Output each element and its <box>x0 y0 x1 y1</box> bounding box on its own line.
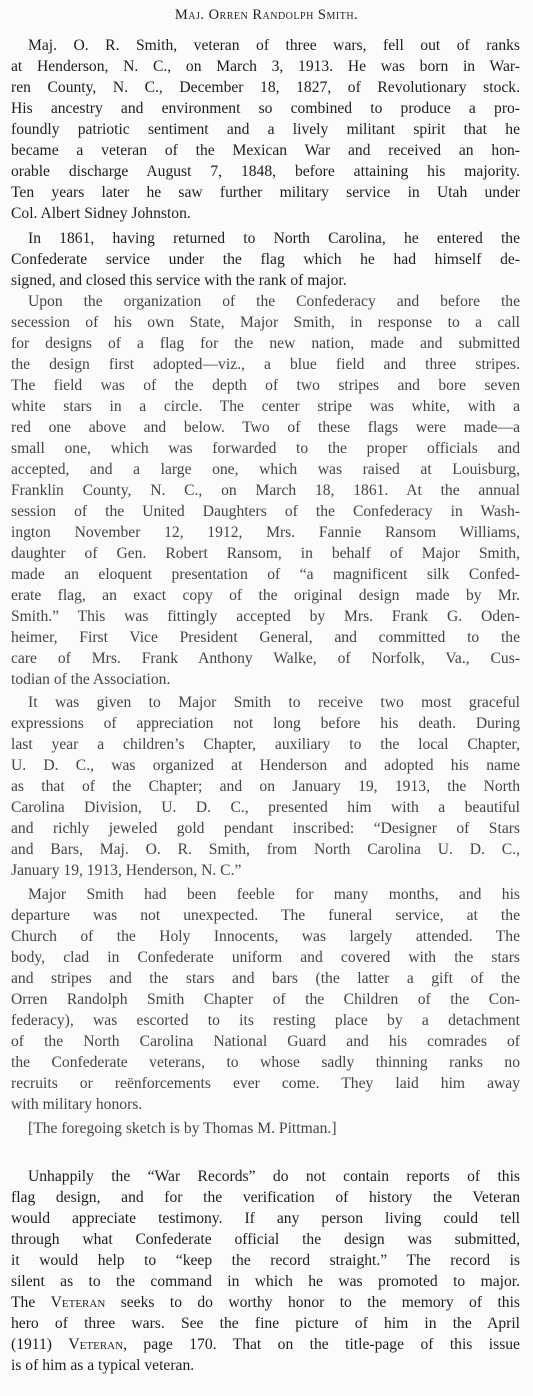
text-line: became a veteran of the Mexican War and received an hon- <box>11 142 520 159</box>
text-line: Church of the Holy Innocents, was largely attended. The <box>11 928 520 945</box>
text-line: the design first adopted—viz., a blue field and three stripes. <box>11 356 520 373</box>
text-line: is of him as a typical veteran. <box>11 1357 195 1374</box>
text-line: body, clad in Confederate uniform and covered with the stars <box>11 949 520 966</box>
text-line: white stars in a circle. The center stripe was white, with a <box>11 398 520 415</box>
article-title: Maj. Orren Randolph Smith. <box>174 7 359 23</box>
text-line: hero of three wars. See the fine picture of him in the April <box>11 1315 520 1332</box>
text-line: departure was not unexpected. The funeral service, at the <box>11 907 520 924</box>
text-line: care of Mrs. Frank Anthony Walke, of Norfolk, Va., Cus- <box>11 650 520 667</box>
text-line: small one, which was forwarded to the proper officials and <box>11 440 520 457</box>
text-line: secession of his own State, Major Smith, in response to a call <box>11 314 520 331</box>
text-line: and stripes and the stars and bars (the latter a gift of the <box>11 970 520 987</box>
text-line: the Confederate veterans, to whose sadly thinning ranks no <box>11 1054 520 1071</box>
text-line: His ancestry and environment so combined to produce a pro- <box>11 100 520 117</box>
publication-name: Veteran <box>50 1294 106 1311</box>
text-line: January 19, 1913, Henderson, N. C.” <box>11 862 242 879</box>
text-line: it would help to “keep the record straight.” The record is <box>11 1252 520 1269</box>
text-line: orable discharge August 7, 1848, before attaining his majority. <box>11 163 520 180</box>
text-line: at Henderson, N. C., on March 3, 1913. He was born in War- <box>11 58 520 75</box>
text-line: last year a children’s Chapter, auxiliary to the local Chapter, <box>11 736 520 753</box>
text-line: Confederate service under the flag which he had himself de- <box>11 251 520 268</box>
text-line: signed, and closed this service with the rank of major. <box>11 272 347 289</box>
text-line: The field was of the depth of two stripes and bore seven <box>11 377 520 394</box>
text-line: Unhappily the “War Records” do not contain reports of this <box>28 1168 520 1185</box>
text-line: Major Smith had been feeble for many months, and his <box>28 886 520 903</box>
text-line: It was given to Major Smith to receive two most graceful <box>28 694 520 711</box>
text-line: silent as to the command in which he was promoted to major. <box>11 1273 520 1290</box>
text-line: would appreciate testimony. If any person living could tell <box>11 1210 520 1227</box>
text-line: Orren Randolph Smith Chapter of the Children of the Con- <box>11 991 520 1008</box>
attribution-line: [The foregoing sketch is by Thomas M. Pittman.] <box>28 1120 337 1137</box>
text-line: flag design, and for the verification of history the Veteran <box>11 1189 520 1206</box>
text-line: through what Confederate official the design was submitted, <box>11 1231 520 1248</box>
text-line: Franklin County, N. C., on March 18, 1861. At the annual <box>11 482 520 499</box>
text-line: foundly patriotic sentiment and a lively militant spirit that he <box>11 121 520 138</box>
text-line: as that of the Chapter; and on January 19, 1913, the North <box>11 778 520 795</box>
text-line: heimer, First Vice President General, and committed to the <box>11 629 520 646</box>
text-line: made an eloquent presentation of “a magnificent silk Confed- <box>11 566 520 583</box>
text-line: expressions of appreciation not long before his death. During <box>11 715 520 732</box>
text-line: Col. Albert Sidney Johnston. <box>11 205 191 222</box>
text-line: The Veteran seeks to do worthy honor to the memory of this <box>11 1294 520 1311</box>
text-line: of the North Carolina National Guard and his comrades of <box>11 1033 520 1050</box>
text-line: federacy), was escorted to its resting place by a detachment <box>11 1012 520 1029</box>
text-line: recruits or reënforcements ever come. They laid him away <box>11 1075 520 1092</box>
text-line: Ten years later he saw further military service in Utah under <box>11 184 520 201</box>
text-line: Carolina Division, U. D. C., presented him with a beautiful <box>11 799 520 816</box>
text-line: with military honors. <box>11 1096 143 1113</box>
text-line: Upon the organization of the Confederacy and before the <box>28 293 520 310</box>
text-line: (1911) Veteran, page 170. That on the title-page of this issue <box>11 1336 520 1353</box>
text-line: red one above and below. Two of these flags were made—a <box>11 419 520 436</box>
text-line: Smith.” This was fittingly accepted by Mrs. Frank G. Oden- <box>11 608 520 625</box>
text-line: Maj. O. R. Smith, veteran of three wars, fell out of ranks <box>28 37 520 54</box>
text-line: ren County, N. C., December 18, 1827, of Revolutionary stock. <box>11 79 520 96</box>
text-line: for designs of a flag for the new nation, made and submitted <box>11 335 520 352</box>
text-line: todian of the Association. <box>11 671 171 688</box>
text-line: session of the United Daughters of the Confederacy in Wash- <box>11 503 520 520</box>
text-line: accepted, and a large one, which was raised at Louisburg, <box>11 461 520 478</box>
text-line: daughter of Gen. Robert Ransom, in behalf of Major Smith, <box>11 545 520 562</box>
text-line: and richly jeweled gold pendant inscribed: “Designer of Stars <box>11 820 520 837</box>
text-line: and Bars, Maj. O. R. Smith, from North Carolina U. D. C., <box>11 841 520 858</box>
text-line: ington November 12, 1912, Mrs. Fannie Ransom Williams, <box>11 524 520 541</box>
text-line: U. D. C., was organized at Henderson and adopted his name <box>11 757 520 774</box>
text-line: erate flag, an exact copy of the original design made by Mr. <box>11 587 520 604</box>
publication-name: Veteran <box>68 1336 124 1353</box>
text-line: In 1861, having returned to North Carolina, he entered the <box>28 230 520 247</box>
